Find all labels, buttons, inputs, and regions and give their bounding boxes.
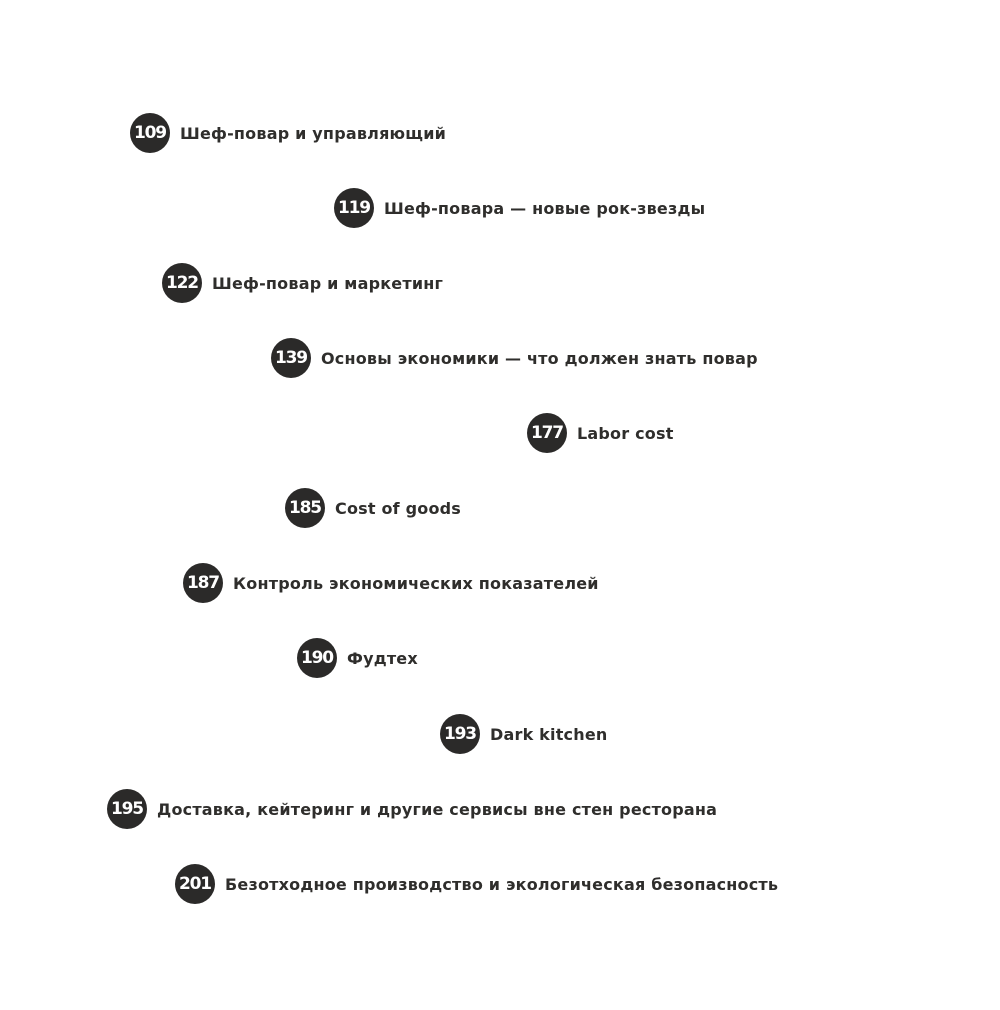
page-number-badge: 177: [527, 413, 567, 453]
toc-entry[interactable]: [162, 263, 443, 303]
chapter-title: Доставка, кейтеринг и другие сервисы вне стен ресторана: [157, 799, 718, 819]
page-number-badge: 201: [175, 864, 215, 904]
chapter-title: Шеф-повар и маркетинг: [212, 273, 444, 293]
toc-entry[interactable]: [183, 563, 599, 603]
chapter-title: Шеф-повара — новые рок-звезды: [384, 198, 706, 218]
toc-entry[interactable]: [271, 338, 758, 378]
page-number-badge: 139: [271, 338, 311, 378]
page-number-badge: 122: [162, 263, 202, 303]
page-number-badge: 190: [297, 638, 337, 678]
toc-entry[interactable]: [334, 188, 705, 228]
page-number-badge: 185: [285, 488, 325, 528]
page-number-badge: 195: [107, 789, 147, 829]
toc-entry[interactable]: [175, 864, 778, 904]
page-number-badge: 187: [183, 563, 223, 603]
page-number-badge: 193: [440, 714, 480, 754]
chapter-title: Шеф-повар и управляющий: [180, 123, 447, 143]
toc-entry[interactable]: [527, 413, 674, 453]
toc-entry[interactable]: [297, 638, 418, 678]
chapter-title: Фудтех: [347, 648, 418, 668]
chapter-title: Dark kitchen: [490, 724, 608, 744]
page-number-badge: 119: [334, 188, 374, 228]
chapter-title: Безотходное производство и экологическая безопасность: [225, 874, 779, 894]
toc-entry[interactable]: [130, 113, 446, 153]
chapter-title: Контроль экономических показателей: [233, 573, 599, 593]
chapter-title: Labor cost: [577, 423, 674, 443]
page-number-badge: 109: [130, 113, 170, 153]
chapter-title: Cost of goods: [335, 498, 462, 518]
toc-entry[interactable]: [285, 488, 461, 528]
chapter-title: Основы экономики — что должен знать повар: [321, 348, 758, 368]
toc-entry[interactable]: [440, 714, 607, 754]
toc-entry[interactable]: [107, 789, 717, 829]
